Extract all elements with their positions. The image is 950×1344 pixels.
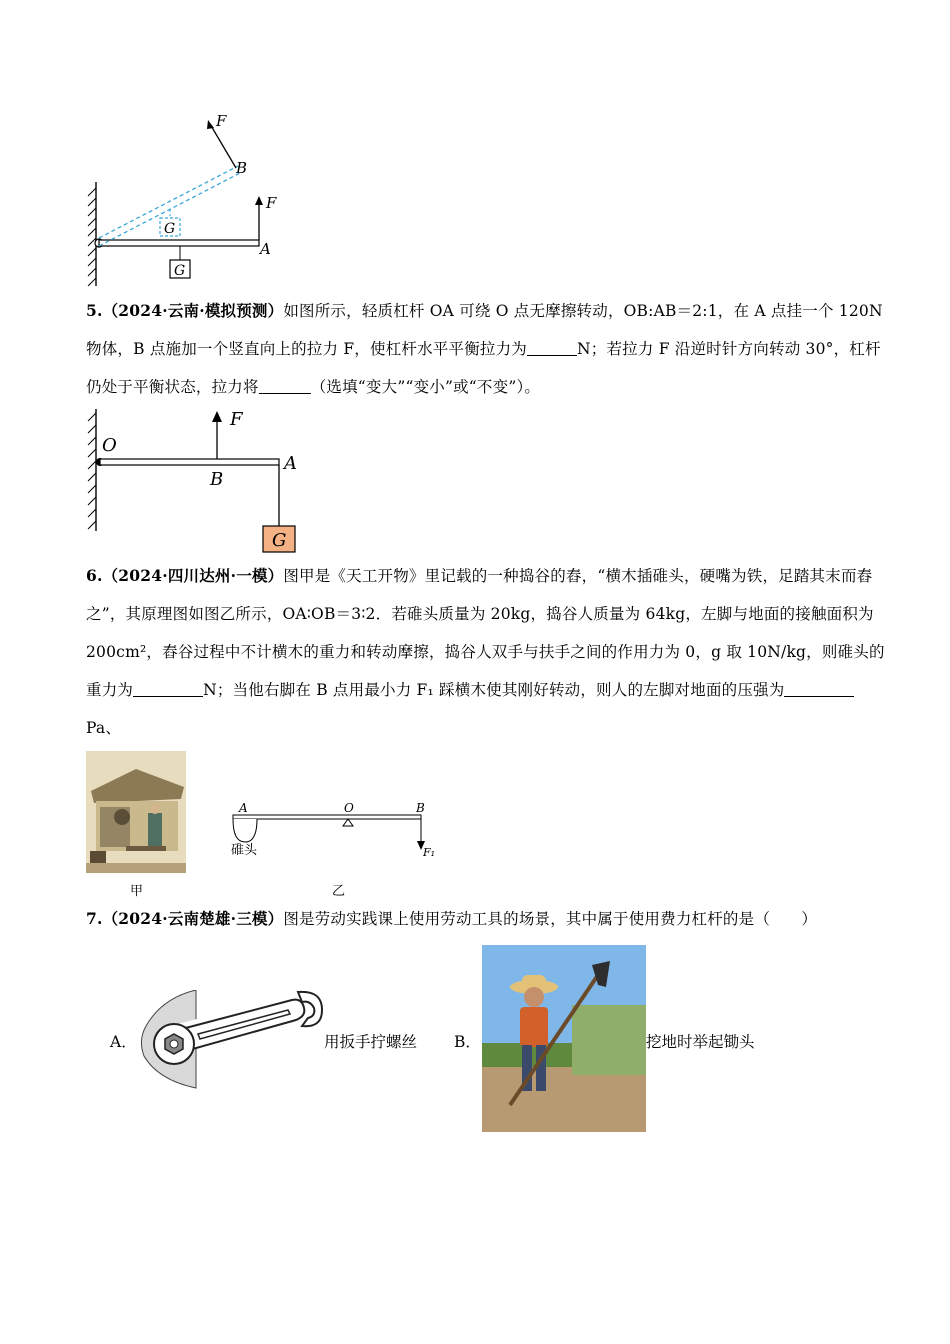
q6-number: 6. (86, 566, 103, 585)
q6-label-f1: F₁ (423, 846, 436, 859)
q5-label-g: G (272, 530, 287, 551)
question-7 (86, 900, 886, 938)
label-a: A (260, 240, 271, 258)
label-f-slanted: F (216, 112, 227, 130)
label-g-dashed: G (164, 221, 176, 237)
q5-lever-figure (80, 405, 310, 555)
q5-label-a: A (284, 453, 297, 474)
q6-text1: 图甲是《天工开物》里记载的一种捣谷的舂，“横木插碓头，硬嘴为铁，足踏其末而舂之”，其原理图如图乙所示，OA∶OB＝3∶2．若碓头质量为 20kg，捣谷人质量为 64kg，左脚与地面的接触面积为 200cm²，舂谷过程中不计横木的重力和转动摩擦，捣谷人双手与扶手之间的作用力为 0，g 取 10N/kg，则碓头的重力为 (86, 567, 885, 699)
q5-label-o: O (102, 435, 117, 456)
top-lever-figure (80, 110, 300, 290)
q7-option-b-desc: 挖地时举起锄头 (646, 1033, 755, 1051)
question-5 (86, 292, 886, 406)
q5-text2: N；若拉力 F 沿逆时针方向转动 30°，杠杆仍处于平衡状态，拉力将 (86, 340, 881, 396)
q7-number: 7. (86, 909, 103, 928)
label-b: B (236, 159, 248, 177)
q5-source: （2024·云南·模拟预测） (102, 301, 284, 320)
q7-option-a-letter[interactable]: A． (110, 1033, 137, 1051)
q5-label-f: F (230, 409, 243, 430)
q6-label-a: A (239, 801, 248, 815)
q6-source: （2024·四川达州·一模） (102, 566, 284, 585)
q6-diagram-yi (225, 798, 445, 866)
q5-blank-1[interactable] (527, 337, 577, 356)
q5-blank-2[interactable] (259, 375, 311, 394)
q6-label-o: O (344, 801, 354, 815)
q7-text: 图是劳动实践课上使用劳动工具的场景，其中属于使用费力杠杆的是（ ） (283, 910, 818, 928)
q6-caption-jia: 甲 (130, 884, 144, 899)
question-6 (86, 557, 886, 747)
q5-text3: （选填“变大”“变小”或“不变”）。 (310, 378, 541, 396)
q6-blank-1[interactable] (133, 678, 203, 697)
q6-label-b: B (416, 801, 425, 815)
q6-picture-jia (86, 751, 186, 873)
q7-source: （2024·云南楚雄·三模） (102, 909, 284, 928)
label-f-vertical: F (266, 194, 277, 212)
q5-number: 5. (86, 301, 103, 320)
q6-blank-2[interactable] (784, 678, 854, 697)
q6-text3: Pa、 (86, 719, 122, 737)
q6-text2: N；当他右脚在 B 点用最小力 F₁ 踩横木使其刚好转动，则人的左脚对地面的压强为 (203, 681, 785, 699)
q7-option-b-photo (482, 945, 646, 1132)
q6-caption-yi: 乙 (332, 884, 346, 899)
q6-label-head: 碓头 (231, 843, 258, 858)
wrench-icon (138, 990, 326, 1090)
q5-label-b: B (210, 469, 224, 490)
q7-option-a-desc: 用扳手拧螺丝 (324, 1033, 418, 1051)
q5-text1: 如图所示，轻质杠杆 OA 可绕 O 点无摩擦转动，OB:AB＝2:1，在 A 点挂一个 120N 物体，B 点施加一个竖直向上的拉力 F，使杠杆水平平衡拉力为 (86, 302, 883, 358)
label-g-box: G (174, 263, 186, 279)
q7-option-b-letter[interactable]: B． (454, 1033, 481, 1051)
